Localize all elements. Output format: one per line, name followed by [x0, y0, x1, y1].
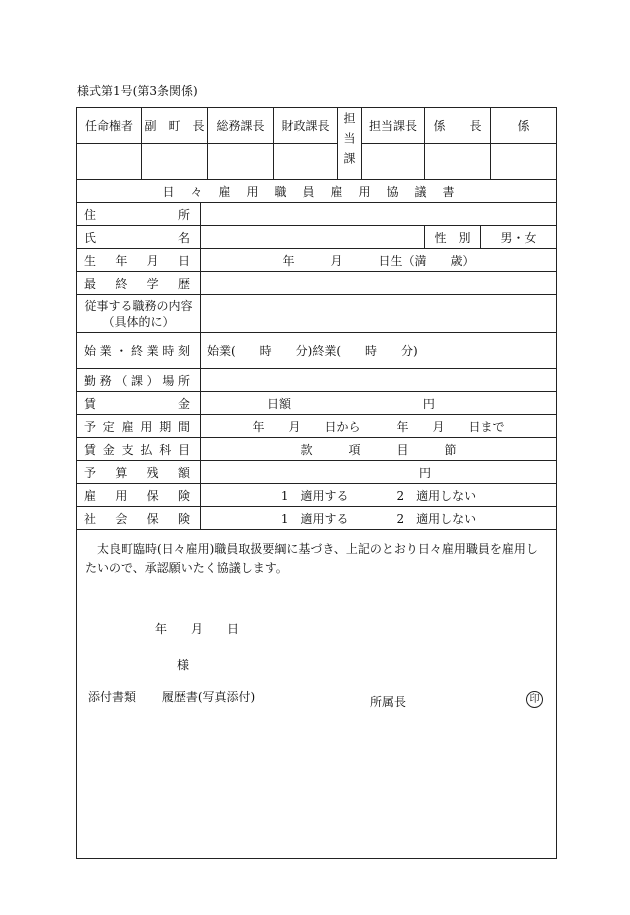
- subsection-chief-header: 係 長: [425, 108, 491, 144]
- date-line[interactable]: 年 月 日: [155, 622, 240, 636]
- budget-field[interactable]: [201, 461, 557, 484]
- wage-label: 賃金: [77, 392, 201, 415]
- account-label: 賃金支払科目: [77, 438, 201, 461]
- hours-label: 始業・終業時刻: [77, 333, 201, 369]
- finance-stamp-box[interactable]: [274, 144, 338, 180]
- wage-field[interactable]: [201, 392, 557, 415]
- gender-label: 性 別: [425, 226, 481, 249]
- responsible-section-header: 担当課: [338, 108, 362, 180]
- finance-chief-header: 財政課長: [274, 108, 338, 144]
- form-caption: 様式第1号(第3条関係): [77, 84, 198, 98]
- employment-insurance-field[interactable]: 1 適用する 2 適用しない: [201, 484, 557, 507]
- gender-field[interactable]: 男・女: [481, 226, 557, 249]
- workplace-field[interactable]: [201, 369, 557, 392]
- consultation-text: 太良町臨時(日々雇用)職員取扱要綱に基づき、上記のとおり日々雇用職員を雇用したいので、承認願いたく協議します。: [85, 542, 538, 575]
- subsection-chief-stamp-box[interactable]: [425, 144, 491, 180]
- wage-yen-label: 円: [422, 396, 435, 411]
- duties-label: 従事する職務の内容 （具体的に）: [77, 295, 201, 333]
- education-label: 最終学歴: [77, 272, 201, 295]
- period-field[interactable]: 年 月 日から 年 月 日まで: [201, 415, 557, 438]
- seal-icon: 印: [526, 691, 543, 708]
- approval-stamp-table: [76, 107, 557, 180]
- addressee: 様: [177, 658, 190, 672]
- deputy-mayor-header: 副 町 長: [142, 108, 208, 144]
- approver-header: 任命権者: [77, 108, 142, 144]
- staff-header: 係: [491, 108, 557, 144]
- address-label: 住所: [77, 203, 201, 226]
- attachments-value: 履歴書(写真添付): [161, 690, 256, 704]
- workplace-label: 勤務（課）場所: [77, 369, 201, 392]
- name-field[interactable]: [201, 226, 425, 249]
- employment-form-table: [76, 179, 557, 859]
- budget-yen-label: 円: [419, 465, 432, 480]
- general-affairs-chief-header: 総務課長: [208, 108, 274, 144]
- period-label: 予定雇用期間: [77, 415, 201, 438]
- section-chief-header: 担当課長: [362, 108, 425, 144]
- education-field[interactable]: [201, 272, 557, 295]
- form-title: 日々雇用職員雇用協議書: [77, 180, 557, 203]
- budget-label: 予算残額: [77, 461, 201, 484]
- attachments-line: [88, 688, 277, 705]
- social-insurance-field[interactable]: 1 適用する 2 適用しない: [201, 507, 557, 530]
- deputy-mayor-stamp-box[interactable]: [142, 144, 208, 180]
- account-field[interactable]: 款 項 目 節: [201, 438, 557, 461]
- approver-stamp-box[interactable]: [77, 144, 142, 180]
- department-head-label: 所属長: [370, 695, 407, 709]
- general-affairs-stamp-box[interactable]: [208, 144, 274, 180]
- name-label: 氏名: [77, 226, 201, 249]
- employment-insurance-label: 雇用保険: [77, 484, 201, 507]
- hours-field[interactable]: 始業( 時 分)終業( 時 分): [201, 333, 557, 369]
- section-chief-stamp-box[interactable]: [362, 144, 425, 180]
- attachments-label: 添付書類: [88, 690, 137, 704]
- address-field[interactable]: [201, 203, 557, 226]
- staff-stamp-box[interactable]: [491, 144, 557, 180]
- daily-rate-label: 日額: [267, 396, 292, 411]
- duties-field[interactable]: [201, 295, 557, 333]
- social-insurance-label: 社会保険: [77, 507, 201, 530]
- birth-field[interactable]: 年 月 日生（満 歳）: [201, 249, 557, 272]
- birth-label: 生年月日: [77, 249, 201, 272]
